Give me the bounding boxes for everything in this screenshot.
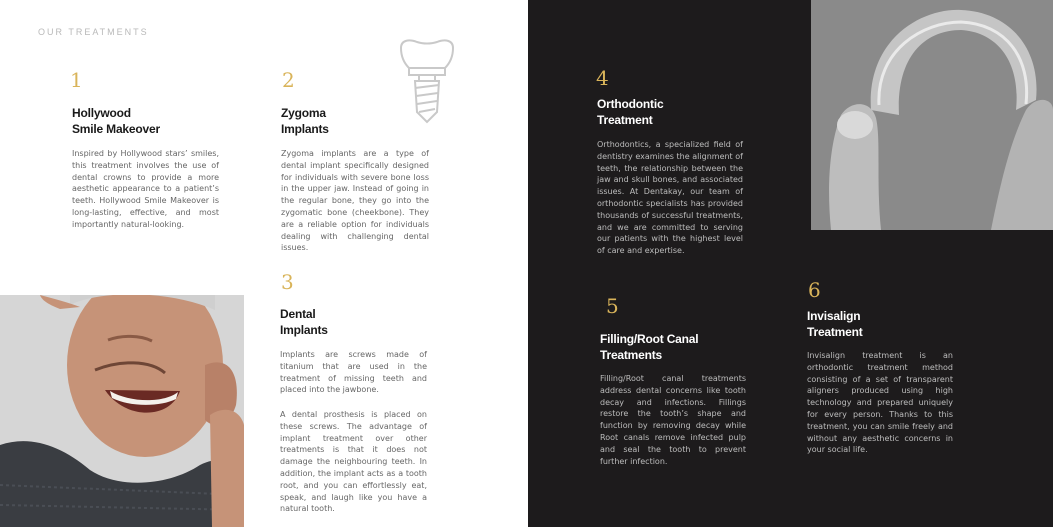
treatment-5-title bbox=[600, 331, 698, 363]
treatment-3-title bbox=[280, 306, 328, 338]
treatment-6-number: 6 bbox=[808, 278, 821, 302]
treatment-6-body: Invisalign treatment is an orthodontic treatment method consisting of a set of transparent aligners produced using high technology and prepared uniquely for every person. Thanks to this treatment, you can smile freely and without any aesthetic concerns in your social life. bbox=[807, 351, 953, 455]
treatment-3-number: 3 bbox=[281, 270, 294, 294]
treatment-2-number: 2 bbox=[282, 68, 295, 92]
treatment-5-number: 5 bbox=[606, 294, 619, 318]
treatment-2-title-line1: Zygoma bbox=[281, 106, 326, 120]
treatment-1-title-line1: Hollywood bbox=[72, 106, 131, 120]
treatment-5-title-line2: Treatments bbox=[600, 348, 663, 362]
treatment-3-body: Implants are screws made of titanium that are used in the treatment of missing teeth and placed into the jawbone. bbox=[280, 350, 427, 395]
treatment-6-title-line2: Treatment bbox=[807, 325, 863, 339]
treatment-3-body-2: A dental prosthesis is placed on these screws. The advantage of implant treatment over other treatments is that it does not damage the neighbouring teeth. In addition, the implant acts as a tooth root, and you can effortlessly eat, speak, and laugh like you have a natural tooth. bbox=[280, 410, 427, 514]
treatment-1-number: 1 bbox=[70, 68, 83, 92]
right-page bbox=[528, 0, 1053, 527]
dental-implant-icon bbox=[395, 38, 459, 126]
treatment-5-title-line1: Filling/Root Canal bbox=[600, 332, 699, 346]
treatment-3-title-line2: Implants bbox=[280, 323, 328, 337]
treatment-4-number: 4 bbox=[596, 66, 609, 90]
treatment-3-title-line1: Dental bbox=[280, 307, 316, 321]
treatment-2-body: Zygoma implants are a type of dental implant specifically designed for individuals with severe bone loss in the upper jaw. Instead of going in the regular bone, they go into the zygomatic bone (cheekbone). They are a reliable option for individuals dealing with challenging dental issues. bbox=[281, 149, 429, 253]
treatment-1-body: Inspired by Hollywood stars’ smiles, this treatment involves the use of dental crowns to provide a more aesthetic appearance to a patient’s teeth. Hollywood Smile Makeover is long-lasting, effective, and most importantly natural-looking. bbox=[72, 149, 219, 229]
left-page bbox=[0, 0, 522, 527]
treatment-1-title bbox=[72, 105, 160, 137]
treatment-4-title bbox=[597, 96, 663, 128]
treatment-4-title-line1: Orthodontic bbox=[597, 97, 664, 111]
section-label: OUR TREATMENTS bbox=[38, 27, 149, 37]
treatment-4-body: Orthodontics, a specialized field of dentistry examines the alignment of teeth, the relationship between the jaw and skull bones, and associated issues. At Dentakay, our team of orthodontic specialists has provided thousands of successful treatments, and we are committed to serving our patients with the highest level of care and expertise. bbox=[597, 140, 743, 256]
treatment-2-title-line2: Implants bbox=[281, 122, 329, 136]
treatment-6-title bbox=[807, 308, 863, 340]
smiling-man-photo bbox=[0, 295, 244, 527]
treatment-1-title-line2: Smile Makeover bbox=[72, 122, 160, 136]
treatment-4-title-line2: Treatment bbox=[597, 113, 653, 127]
treatment-2-title bbox=[281, 105, 329, 137]
treatment-5-body: Filling/Root canal treatments address dental concerns like tooth decay and infections. Fillings restore the tooth’s shape and function by removing decay while Root canals remove infected pulp and seal the tooth to prevent further infection. bbox=[600, 374, 746, 466]
aligner-photo bbox=[811, 0, 1053, 230]
treatment-6-title-line1: Invisalign bbox=[807, 309, 861, 323]
